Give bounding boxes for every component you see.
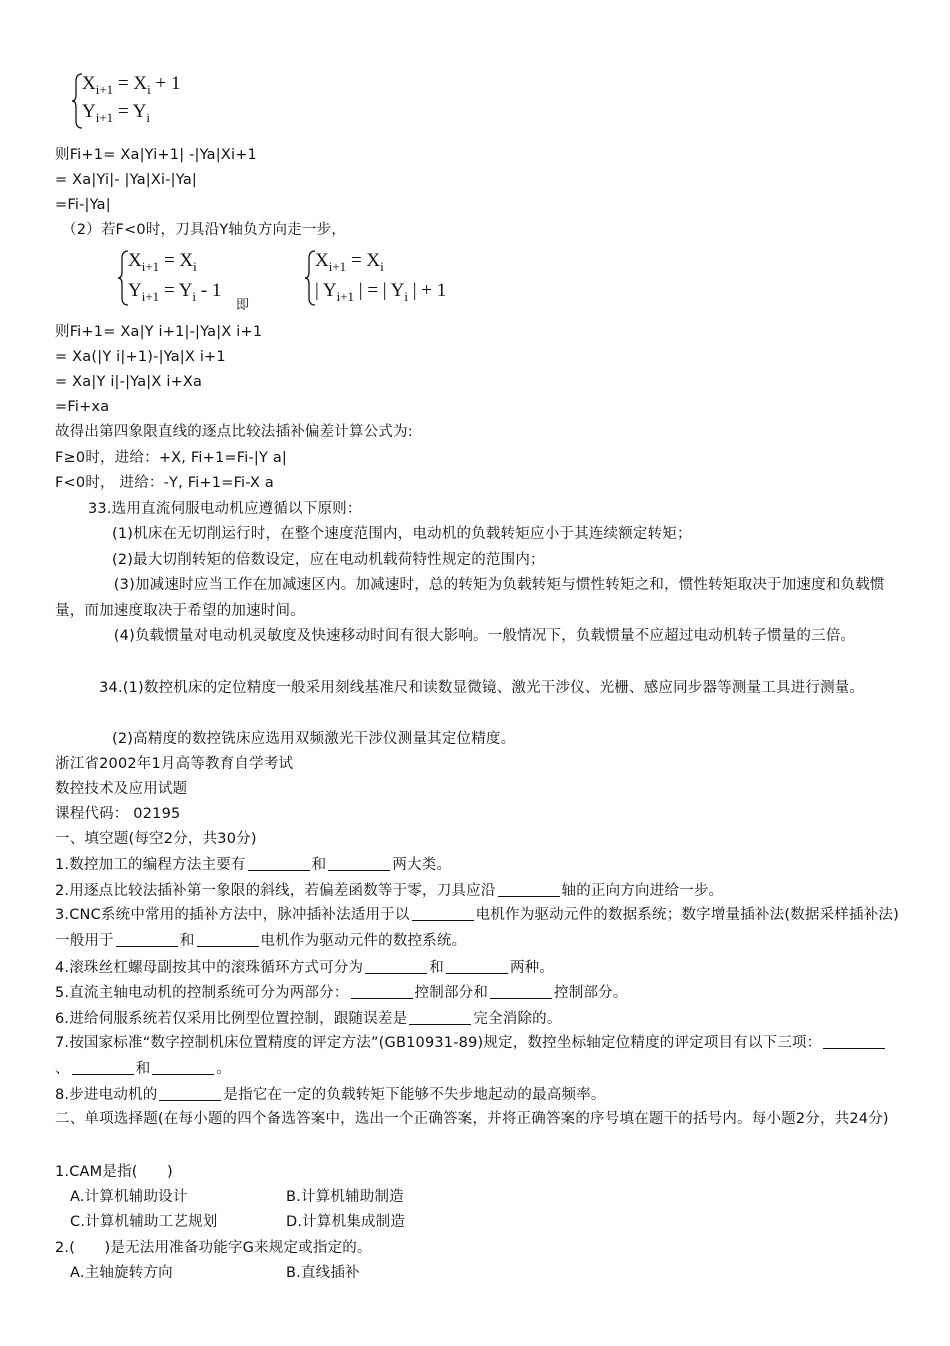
- exam-header: 浙江省2002年1月高等教育自学考试: [55, 756, 294, 772]
- math-text: | = | Y: [354, 280, 405, 301]
- text-line: =Fi-|Ya|: [55, 197, 111, 213]
- text-line: = Xa|Yi|- |Ya|Xi-|Ya|: [55, 172, 197, 188]
- math-subscript: i+1: [95, 82, 114, 97]
- math-subscript: i+1: [328, 259, 347, 274]
- equation-row: [82, 101, 150, 126]
- exam-title: 数控技术及应用试题: [55, 781, 188, 797]
- question-1: [55, 855, 451, 875]
- answer-blank[interactable]: [823, 1034, 885, 1049]
- choice-option-b[interactable]: B.直线插补: [286, 1265, 360, 1281]
- answer-blank[interactable]: [328, 856, 390, 871]
- text-line: 33.选用直流伺服电动机应遵循以下原则：: [88, 501, 362, 517]
- text-line: F<0时， 进给：-Y, Fi+1=Fi-X a: [55, 475, 275, 491]
- choice-option-b[interactable]: B.计算机辅助制造: [286, 1189, 404, 1205]
- math-subscript: i: [193, 259, 197, 274]
- math-text: Y: [128, 280, 142, 301]
- math-text: Y: [82, 101, 96, 122]
- question-7: [55, 1030, 900, 1082]
- course-code: 课程代码： 02195: [55, 806, 181, 822]
- math-text: = X: [113, 73, 148, 94]
- section-heading: 一、填空题(每空2分，共30分): [55, 831, 257, 847]
- question-text: 电机作为驱动元件的数据系统；数字增量插补法(数据采样插补法)一般用于: [55, 907, 899, 949]
- math-text: = X: [159, 250, 194, 271]
- math-text: = Y: [159, 280, 193, 301]
- choice-question-2: 2.( )是无法用准备功能字G来规定或指定的。: [55, 1240, 372, 1256]
- text-line: =Fi+xa: [55, 399, 110, 415]
- answer-blank[interactable]: [409, 1010, 471, 1025]
- text-line: 则Fi+1= Xa|Y i+1|-|Ya|X i+1: [55, 324, 263, 340]
- answer-blank[interactable]: [197, 932, 259, 947]
- answer-blank[interactable]: [365, 959, 427, 974]
- math-text: + 1: [150, 73, 181, 94]
- equation-note: 即: [236, 298, 250, 313]
- question-text: 两种。: [509, 960, 555, 976]
- question-text: 、: [55, 1061, 70, 1077]
- question-4: [55, 958, 554, 978]
- math-text: | + 1: [408, 280, 447, 301]
- answer-blank[interactable]: [248, 856, 310, 871]
- math-text: | Y: [315, 280, 337, 301]
- math-subscript: i: [146, 110, 151, 125]
- text-line: = Xa|Y i|-|Ya|X i+Xa: [55, 374, 203, 390]
- text-line: 则Fi+1= Xa|Yi+1| -|Ya|Xi+1: [55, 147, 257, 163]
- text-line: （2）若F<0时，刀具沿Y轴负方向走一步，: [62, 222, 346, 238]
- question-text: 1.数控加工的编程方法主要有: [55, 857, 246, 873]
- answer-blank[interactable]: [72, 1060, 134, 1075]
- text-line: = Xa(|Y i|+1)-|Ya|X i+1: [55, 349, 226, 365]
- question-text: 6.进给伺服系统若仅采用比例型位置控制，跟随误差是: [55, 1011, 408, 1027]
- equation-row: [82, 73, 180, 98]
- question-text: 两大类。: [392, 857, 452, 873]
- math-text: = Y: [113, 101, 147, 122]
- answer-blank[interactable]: [351, 984, 413, 999]
- answer-blank[interactable]: [159, 1086, 221, 1101]
- choice-option-a[interactable]: A.计算机辅助设计: [70, 1189, 188, 1205]
- answer-blank[interactable]: [446, 959, 508, 974]
- choice-option-c[interactable]: C.计算机辅助工艺规划: [70, 1214, 218, 1230]
- question-text: 。: [216, 1061, 232, 1077]
- math-subscript: i: [404, 289, 408, 304]
- text-line: 故得出第四象限直线的逐点比较法插补偏差计算公式为:: [55, 424, 413, 440]
- question-text: 和: [311, 857, 327, 873]
- answer-blank[interactable]: [116, 932, 178, 947]
- question-text: 2.用逐点比较法插补第一象限的斜线，若偏差函数等于零，刀具应沿: [55, 883, 496, 899]
- question-text: 和: [179, 933, 195, 949]
- question-text: 电机作为驱动元件的数控系统。: [260, 933, 467, 949]
- question-text: 控制部分。: [554, 985, 628, 1001]
- answer-blank[interactable]: [498, 882, 560, 897]
- math-subscript: i: [380, 259, 384, 274]
- equation-block-1: [72, 73, 202, 133]
- equation-row: [315, 280, 446, 305]
- math-subscript: i+1: [141, 259, 160, 274]
- question-text: 轴的正向方向进给一步。: [561, 883, 724, 899]
- math-subscript: i: [192, 289, 197, 304]
- section-heading-2: 二、单项选择题(在每小题的四个备选答案中，选出一个正确答案，并将正确答案的序号填在题干的括号内。每小题2分，共24分): [55, 1111, 889, 1127]
- answer-blank[interactable]: [412, 906, 474, 921]
- math-text: X: [82, 73, 96, 94]
- question-text: 是指它在一定的负载转矩下能够不失步地起动的最高频率。: [223, 1087, 606, 1103]
- question-text: 完全消除的。: [473, 1011, 562, 1027]
- answer-blank[interactable]: [152, 1060, 214, 1075]
- question-text: 控制部分和: [414, 985, 489, 1001]
- math-text: X: [315, 250, 329, 271]
- paragraph: (3)加减速时应当工作在加减速区内。加减速时，总的转矩为负载转矩与惯性转矩之和，惯性转矩取决于加速度和负载惯量，而加速度取决于希望的加速时间。: [55, 577, 885, 619]
- question-text: 和: [135, 1061, 151, 1077]
- math-subscript: i: [147, 82, 151, 97]
- equation-row: [128, 250, 197, 275]
- text-line: (2)高精度的数控铣床应选用双频激光干涉仪测量其定位精度。: [112, 731, 516, 747]
- equation-row: [315, 250, 384, 275]
- question-6: [55, 1009, 562, 1029]
- math-subscript: i+1: [336, 289, 355, 304]
- choice-option-d[interactable]: D.计算机集成制造: [286, 1214, 406, 1230]
- paragraph: 34.(1)数控机床的定位精度一般采用刻线基准尺和读数显微镜、激光干涉仪、光栅、感应同步器等测量工具进行测量。: [55, 680, 865, 696]
- text-line: (1)机床在无切削运行时，在整个速度范围内，电动机的负载转矩应小于其连续额定转矩；: [112, 526, 692, 542]
- text-line: (2)最大切削转矩的倍数设定，应在电动机载荷特性规定的范围内；: [112, 552, 545, 568]
- question-text: 3.CNC系统中常用的插补方法中，脉冲插补法适用于以: [55, 907, 410, 923]
- choice-option-a[interactable]: A.主轴旋转方向: [70, 1265, 173, 1281]
- question-text: 和: [429, 960, 444, 976]
- equation-row: [128, 280, 221, 305]
- math-text: = X: [346, 250, 381, 271]
- question-8: [55, 1085, 606, 1105]
- choice-question-1: 1.CAM是指( ): [55, 1164, 173, 1180]
- question-2: [55, 881, 723, 901]
- math-text: X: [128, 250, 142, 271]
- math-text: - 1: [196, 280, 222, 301]
- answer-blank[interactable]: [490, 984, 552, 999]
- question-text: 4.滚珠丝杠螺母副按其中的滚珠循环方式可分为: [55, 960, 364, 976]
- question-text: 7.按国家标准“数字控制机床位置精度的评定方法”(GB10931-89)规定，数控坐标轴定位精度的评定项目有以下三项：: [55, 1035, 822, 1051]
- math-subscript: i+1: [95, 110, 114, 125]
- question-5: [55, 983, 628, 1003]
- question-text: 5.直流主轴电动机的控制系统可分为两部分：: [55, 985, 349, 1001]
- text-line: F≥0时，进给：+X, Fi+1=Fi-|Y a|: [55, 450, 288, 466]
- paragraph: (4)负载惯量对电动机灵敏度及快速移动时间有很大影响。一般情况下，负载惯量不应超过电动机转子惯量的三倍。: [55, 628, 856, 644]
- equation-block-3: [305, 250, 475, 310]
- question-3: [55, 902, 900, 954]
- question-text: 8.步进电动机的: [55, 1087, 158, 1103]
- math-subscript: i+1: [141, 289, 160, 304]
